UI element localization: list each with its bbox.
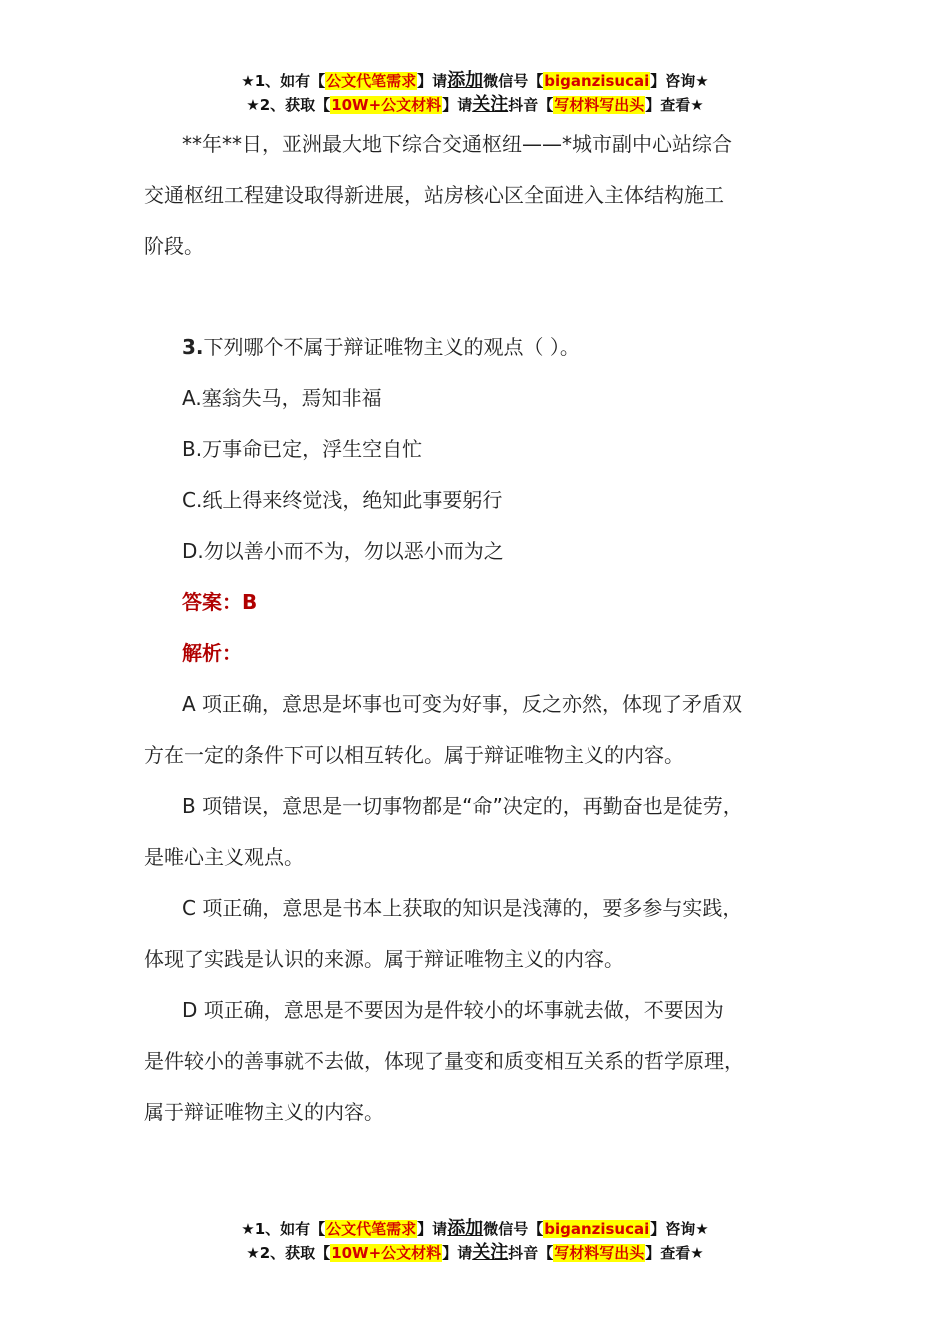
top-banner: [0, 69, 950, 117]
banner-highlight: 公文代笔需求: [326, 1220, 417, 1238]
intro-paragraph: [144, 119, 834, 272]
banner-highlight: 10W+公文材料: [331, 96, 442, 114]
banner-text: ★2、获取【: [246, 1244, 331, 1262]
banner-text: ★1、如有【: [241, 1220, 326, 1238]
question-text: 下列哪个不属于辩证唯物主义的观点（ ）。: [203, 335, 580, 359]
banner-text: 抖音【: [508, 1244, 554, 1262]
banner-douyin-id: 写材料写出头: [554, 96, 645, 114]
analysis-label: 解析：: [182, 641, 242, 665]
banner-text: 】查看★: [645, 96, 704, 114]
banner-emphasis: 添加: [447, 1218, 484, 1239]
banner-emphasis: 添加: [447, 70, 484, 91]
option-b: B.万事命已定，浮生空自忙: [182, 437, 423, 461]
option-a: A.塞翁失马，焉知非福: [182, 386, 382, 410]
banner-line-1: [0, 1217, 950, 1241]
banner-wechat-id: biganzisucai: [544, 72, 650, 90]
banner-text: 】请: [442, 1244, 473, 1262]
banner-wechat-id: biganzisucai: [544, 1220, 650, 1238]
banner-text: ★1、如有【: [241, 72, 326, 90]
option-c: C.纸上得来终觉浅，绝知此事要躬行: [182, 488, 503, 512]
banner-douyin-id: 写材料写出头: [554, 1244, 645, 1262]
banner-text: 微信号【: [483, 72, 544, 90]
answer-label: 答案：B: [182, 590, 258, 614]
banner-text: 】查看★: [645, 1244, 704, 1262]
intro-line-1: **年**日，亚洲最大地下综合交通枢纽——*城市副中心站综合: [182, 132, 732, 156]
banner-text: 】咨询★: [650, 72, 709, 90]
question-stem: [144, 322, 834, 373]
banner-text: 】请: [417, 1220, 448, 1238]
option-d: D.勿以善小而不为，勿以恶小而为之: [182, 539, 504, 563]
intro-line-2: 交通枢纽工程建设取得新进展，站房核心区全面进入主体结构施工: [144, 183, 724, 207]
question-block: [144, 322, 834, 1138]
banner-text: 】咨询★: [650, 1220, 709, 1238]
banner-text: ★2、获取【: [246, 96, 331, 114]
banner-text: 微信号【: [483, 1220, 544, 1238]
banner-highlight: 公文代笔需求: [326, 72, 417, 90]
banner-highlight: 10W+公文材料: [331, 1244, 442, 1262]
question-number: 3.: [182, 335, 204, 359]
bottom-banner: [0, 1217, 950, 1265]
analysis-c-line-1: C 项正确，意思是书本上获取的知识是浅薄的，要多参与实践，: [182, 896, 743, 920]
analysis-c-line-2: 体现了实践是认识的来源。属于辩证唯物主义的内容。: [144, 947, 624, 971]
analysis-d-line-2: 是件较小的善事就不去做，体现了量变和质变相互关系的哲学原理，: [144, 1049, 744, 1073]
analysis-d-line-1: D 项正确，意思是不要因为是件较小的坏事就去做，不要因为: [182, 998, 724, 1022]
banner-line-2: [0, 93, 950, 117]
banner-emphasis: 关注: [472, 1242, 509, 1263]
banner-text: 】请: [417, 72, 448, 90]
analysis-d-line-3: 属于辩证唯物主义的内容。: [144, 1100, 384, 1124]
analysis-a-line-1: A 项正确，意思是坏事也可变为好事，反之亦然，体现了矛盾双: [182, 692, 743, 716]
banner-text: 抖音【: [508, 96, 554, 114]
banner-line-2: [0, 1241, 950, 1265]
banner-line-1: [0, 69, 950, 93]
banner-emphasis: 关注: [472, 94, 509, 115]
banner-text: 】请: [442, 96, 473, 114]
analysis-a-line-2: 方在一定的条件下可以相互转化。属于辩证唯物主义的内容。: [144, 743, 684, 767]
analysis-b-line-1: B 项错误，意思是一切事物都是“命”决定的，再勤奋也是徒劳，: [182, 794, 743, 818]
analysis-b-line-2: 是唯心主义观点。: [144, 845, 304, 869]
intro-line-3: 阶段。: [144, 234, 204, 258]
